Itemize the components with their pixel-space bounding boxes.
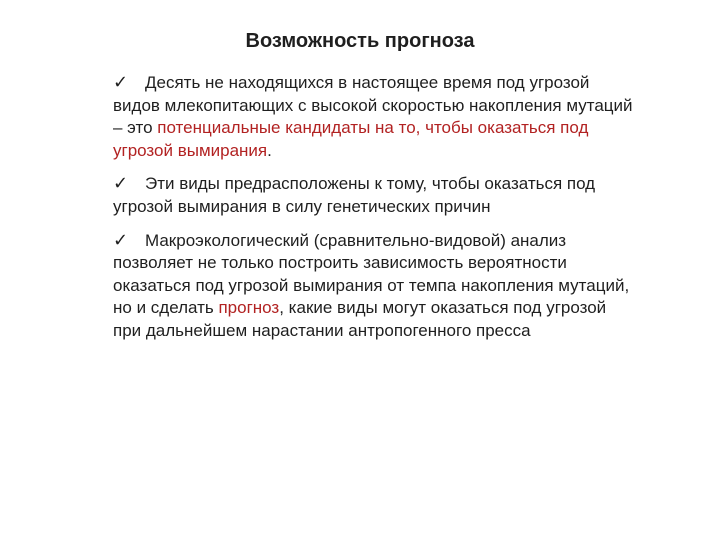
- bullet-highlight: потенциальные кандидаты на то, чтобы оказаться под угрозой вымирания: [113, 118, 589, 160]
- bullet-text-end: .: [267, 140, 272, 160]
- bullet-item: [113, 173, 633, 218]
- bullet-text: Макроэкологический (сравнительно-видовой) анализ позволяет не только построить зависимость вероятности оказаться под угрозой вымирания от темпа накопления мутаций, но и сделать: [113, 230, 630, 318]
- bullet-item: [113, 72, 633, 162]
- slide-title: Возможность прогноза: [245, 30, 475, 52]
- checkmark-icon: ✓: [113, 72, 129, 93]
- bullet-list: [113, 72, 633, 354]
- bullet-highlight: прогноз: [218, 298, 280, 318]
- checkmark-icon: ✓: [113, 173, 129, 195]
- bullet-text: Эти виды предрасположены к тому, чтобы оказаться под угрозой вымирания в силу генетических причин: [113, 174, 596, 216]
- bullet-text-end: , какие виды могут оказаться под угрозой при дальнейшем нарастании антропогенного пресса: [113, 298, 607, 340]
- checkmark-icon: ✓: [113, 229, 129, 251]
- bullet-text: Десять не находящихся в настоящее время под угрозой видов млекопитающих с высокой скоростью накопления мутаций – это: [113, 73, 633, 138]
- bullet-item: [113, 230, 633, 343]
